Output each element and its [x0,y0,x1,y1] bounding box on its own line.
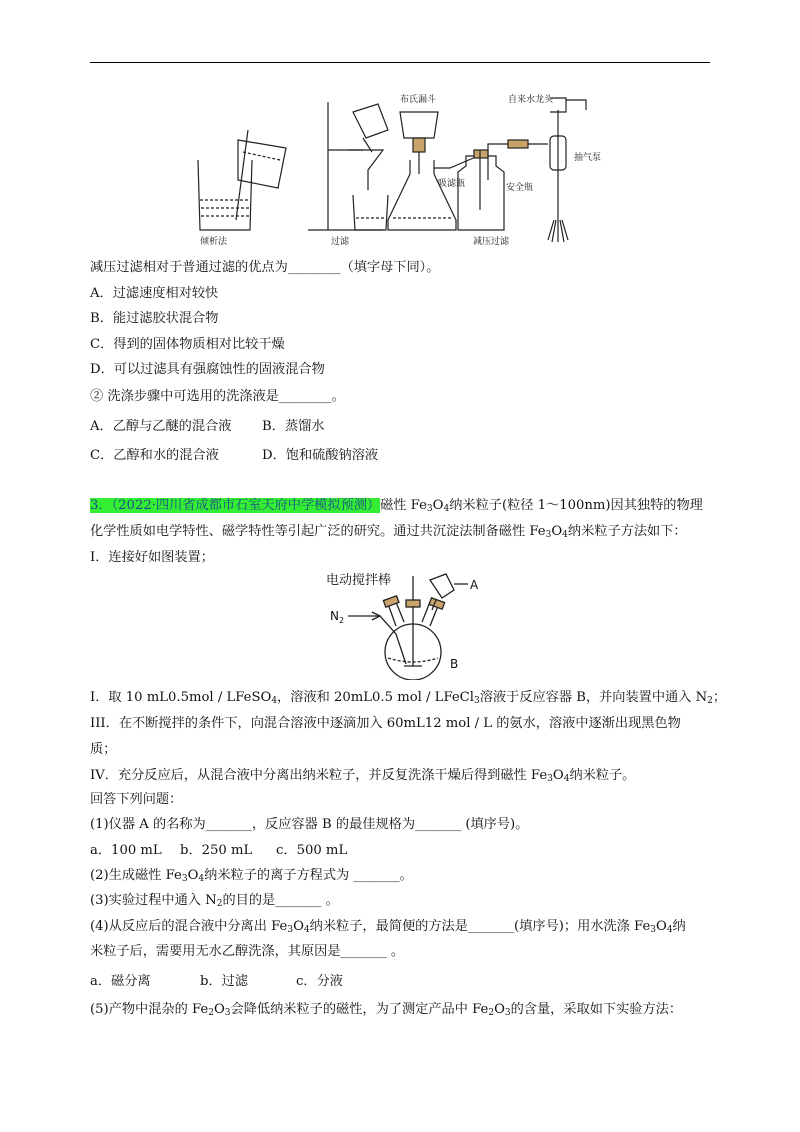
question-2: (2)生成磁性 $Fe_3O_4$纳米粒子的离子方程式为 _______。 [90,868,413,884]
option-a: A．过滤速度相对较快 [90,286,219,301]
answer-prompt: 回答下列问题： [90,792,183,807]
question-1-options: a．100 mL b．250 mL c．500 mL [90,843,348,858]
wash-option-b: B．蒸馏水 [262,419,325,434]
step-add-ammonia: III．在不断搅拌的条件下，向混合溶液中逐滴加入 60mL12 mol / L 的氨水，溶液中逐渐出现黑色物 [90,716,681,731]
wash-options-row-1 [90,417,720,437]
label-n2: $N_2$ [330,609,345,625]
label-b: B [450,657,459,671]
label-electric-stirrer: 电动搅拌棒 [326,573,392,588]
option-d: D．可以过滤具有强腐蚀性的固液混合物 [90,362,325,377]
caption-filtration: 过滤 [331,237,350,247]
three-neck-flask-figure [318,570,498,680]
question-4-cont: 米粒子后，需要用无水乙醇洗涤，其原因是_______ 。 [90,944,405,959]
question-4: (4)从反应后的混合液中分离出 $Fe_3O_4$纳米粒子，最简便的方法是_______(填序号)；用水洗涤 $Fe_3O_4$纳 [90,919,686,935]
label-suction-pump: 抽气泵 [574,153,602,163]
wash-option-a: A．乙醇与乙醚的混合液 [90,419,232,434]
label-a: A [470,578,479,592]
caption-vacuum-filtration: 减压过滤 [473,237,510,247]
label-safety-flask: 安全瓶 [506,183,534,193]
header-rule [90,62,710,63]
wash-option-c: C．乙醇和水的混合液 [90,448,219,463]
step-mix-solutions: I．取 10 mL0.5mol / LFeSO$_4$，溶液和 20mL0.5 mol / LFeCl$_3$溶液于反应容器 B，并向装置中通入 $N_2$； [90,690,727,706]
caption-decantation: 倾析法 [200,237,228,247]
label-buchner-funnel: 布氏漏斗 [400,95,437,105]
question-wash-liquid: ② 洗涤步骤中可选用的洗涤液是________。 [90,389,345,404]
question-1: (1)仪器 A 的名称为_______，反应容器 B 的最佳规格为_______ (填序号)。 [90,817,529,832]
wash-option-d: D．饱和硫酸钠溶液 [262,448,379,463]
step-connect-apparatus: I．连接好如图装置； [90,550,214,565]
question-3: (3)实验过程中通入 $N_2$的目的是_______ 。 [90,893,339,909]
question-vacuum-advantage: 减压过滤相对于普通过滤的优点为________（填字母下同）。 [90,260,440,275]
step-separate: IV．充分反应后，从混合液中分离出纳米粒子，并反复洗涤干燥后得到磁性 $Fe_3O_4$纳米粒子。 [90,768,636,784]
question-4-options: a．磁分离 b．过滤 c．分液 [90,974,343,989]
step-add-ammonia-cont: 质； [90,742,117,757]
label-suction-flask: 吸滤瓶 [438,179,466,189]
problem3-intro: 3．（2022·四川省成都市石室天府中学模拟预测）磁性 $Fe_3O_4$纳米粒子(粒径 1～100nm)因其独特的物理 [90,498,703,514]
option-c: C．得到的固体物质相对比较干燥 [90,337,285,352]
wash-options-row-2 [90,446,720,466]
problem3-intro-line2: 化学性质如电学特性、磁学特性等引起广泛的研究。通过共沉淀法制备磁性 $Fe_3O_4$纳米粒子方法如下： [90,524,687,540]
option-b: B．能过滤胶状混合物 [90,311,219,326]
filtration-figure [188,90,618,250]
question-5: (5)产物中混杂的 $Fe_2O_3$会降低纳米粒子的磁性，为了测定产品中 $Fe_2O_3$的含量，采取如下实验方法： [90,1002,683,1018]
label-water-tap: 自来水龙头 [508,95,554,105]
problem-source-highlight: 3．（2022·四川省成都市石室天府中学模拟预测） [90,498,381,513]
